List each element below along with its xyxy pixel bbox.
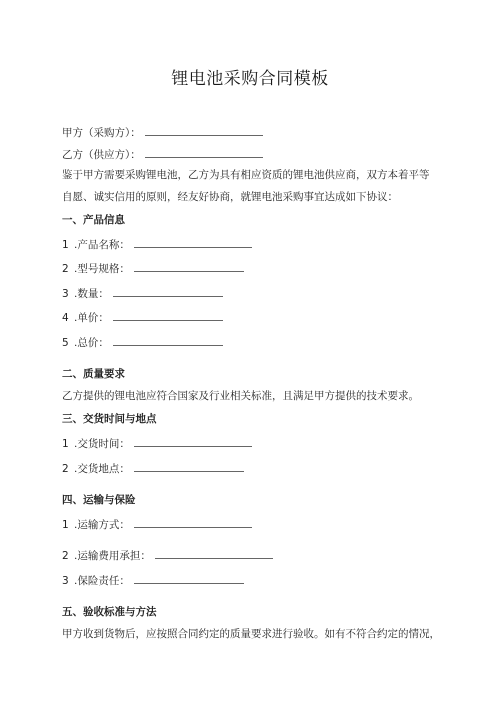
section-1-item-5: [62, 334, 223, 350]
party-b-blank[interactable]: [145, 146, 263, 158]
unit-price-blank[interactable]: [113, 309, 223, 321]
section-3-item-1: [62, 435, 252, 451]
item-number: 2: [62, 263, 69, 275]
section-5-text: 甲方收到货物后，应按照合同约定的质量要求进行验收。如有不符合约定的情况，: [62, 628, 440, 640]
party-a-label: 甲方（采购方）：: [62, 127, 141, 139]
item-label: .保险责任：: [74, 575, 130, 587]
section-4-heading: 四、运输与保险: [62, 494, 136, 506]
item-number: 2: [62, 550, 69, 562]
item-label: .交货时间：: [74, 438, 130, 450]
item-label: .总价：: [74, 337, 109, 349]
delivery-location-blank[interactable]: [134, 460, 244, 472]
party-a-line: [62, 124, 263, 140]
item-number: 3: [62, 575, 69, 587]
item-label: .数量：: [74, 288, 109, 300]
item-label: .产品名称：: [74, 239, 130, 251]
section-5-heading: 五、验收标准与方法: [62, 606, 157, 618]
section-1-item-1: [62, 236, 252, 252]
section-3-heading: 三、交货时间与地点: [62, 413, 157, 425]
item-label: .运输费用承担：: [74, 550, 151, 562]
intro-line-1: 鉴于甲方需要采购锂电池，乙方为具有相应资质的锂电池供应商，双方本着平等: [62, 169, 430, 181]
item-label: .交货地点：: [74, 463, 130, 475]
section-4-item-1: [62, 516, 252, 532]
document-title: 锂电池采购合同模板: [171, 69, 329, 89]
intro-line-2: 自愿、诚实信用的原则，经友好协商，就锂电池采购事宜达成如下协议：: [62, 191, 398, 203]
item-number: 4: [62, 312, 69, 324]
section-1-heading: 一、产品信息: [62, 214, 125, 226]
item-number: 2: [62, 463, 69, 475]
party-b-line: [62, 146, 263, 162]
item-label: .运输方式：: [74, 519, 130, 531]
section-1-item-2: [62, 260, 244, 276]
section-1-item-4: [62, 309, 223, 325]
transport-method-blank[interactable]: [134, 516, 252, 528]
delivery-time-blank[interactable]: [134, 435, 252, 447]
total-price-blank[interactable]: [113, 334, 223, 346]
product-name-blank[interactable]: [134, 236, 252, 248]
transport-cost-blank[interactable]: [155, 547, 273, 559]
item-label: .单价：: [74, 312, 109, 324]
party-b-label: 乙方（供应方）：: [62, 149, 141, 161]
model-spec-blank[interactable]: [134, 260, 244, 272]
section-2-text: 乙方提供的锂电池应符合国家及行业相关标准，且满足甲方提供的技术要求。: [62, 390, 419, 402]
party-a-blank[interactable]: [145, 124, 263, 136]
item-number: 3: [62, 288, 69, 300]
section-4-item-2: [62, 547, 273, 563]
quantity-blank[interactable]: [113, 285, 223, 297]
section-3-item-2: [62, 460, 244, 476]
item-number: 1: [62, 239, 69, 251]
section-2-heading: 二、质量要求: [62, 368, 125, 380]
section-4-item-3: [62, 572, 244, 588]
item-number: 1: [62, 519, 69, 531]
item-number: 1: [62, 438, 69, 450]
insurance-blank[interactable]: [134, 572, 244, 584]
item-label: .型号规格：: [74, 263, 130, 275]
section-1-item-3: [62, 285, 223, 301]
item-number: 5: [62, 337, 69, 349]
